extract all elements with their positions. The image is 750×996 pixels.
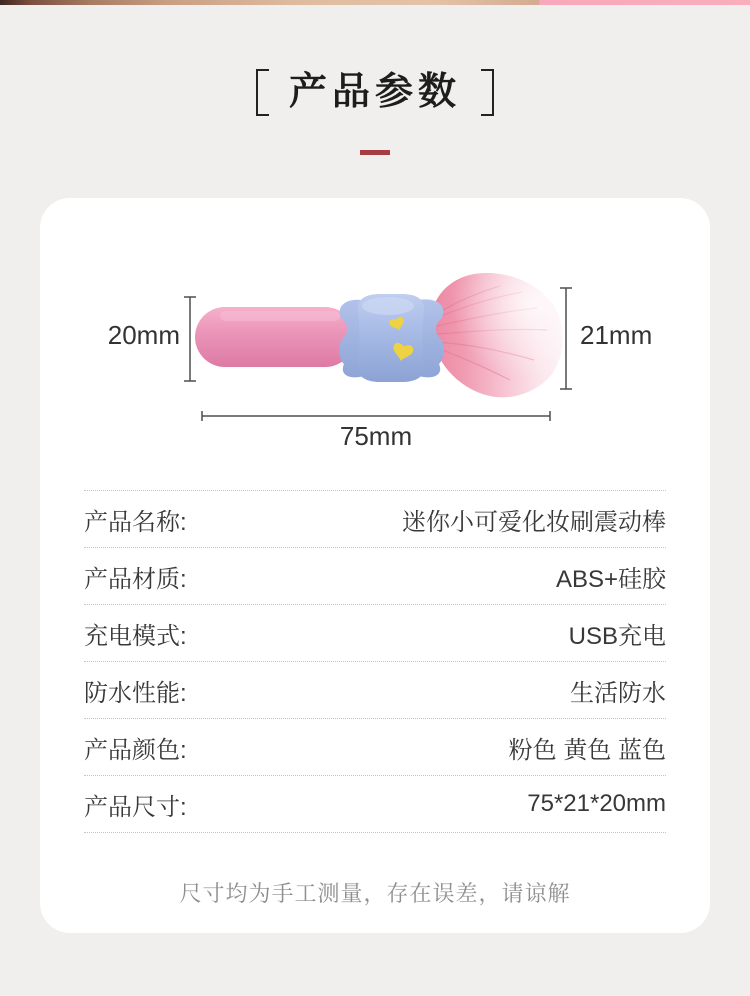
dimension-label-handle-height: 20mm <box>107 320 180 350</box>
row-value: 粉色 黄色 蓝色 <box>508 736 666 764</box>
table-row-colors <box>84 719 666 776</box>
left-bracket-icon <box>256 69 269 116</box>
row-label: 产品颜色: <box>84 736 187 764</box>
row-value: USB充电 <box>568 622 666 650</box>
row-label: 充电模式: <box>84 622 187 650</box>
section-header <box>0 5 750 155</box>
product-figure <box>40 198 710 490</box>
accent-dash <box>360 150 390 155</box>
row-value: 生活防水 <box>570 679 666 707</box>
dimension-label-total-length: 75mm <box>339 421 413 451</box>
spec-card <box>40 198 710 933</box>
row-label: 产品材质: <box>84 565 187 593</box>
row-label: 防水性能: <box>84 679 187 707</box>
row-value: 75*21*20mm <box>527 790 666 817</box>
dimension-label-brush-height: 21mm <box>580 320 653 350</box>
table-row-waterproof <box>84 662 666 719</box>
page-title: 产品参数 <box>288 71 461 113</box>
row-label: 产品名称: <box>84 508 187 536</box>
table-row-material <box>84 548 666 605</box>
row-label: 产品尺寸: <box>84 793 187 821</box>
row-value: ABS+硅胶 <box>555 565 666 593</box>
right-bracket-icon <box>481 69 494 116</box>
table-row-size <box>84 776 666 833</box>
table-row-charging <box>84 605 666 662</box>
section-title-row <box>256 68 494 116</box>
row-value: 迷你小可爱化妆刷震动棒 <box>402 508 666 536</box>
table-row-product-name <box>84 491 666 548</box>
spec-table <box>84 490 666 833</box>
measurement-disclaimer: 尺寸均为手工测量，存在误差，请谅解 <box>179 881 571 906</box>
